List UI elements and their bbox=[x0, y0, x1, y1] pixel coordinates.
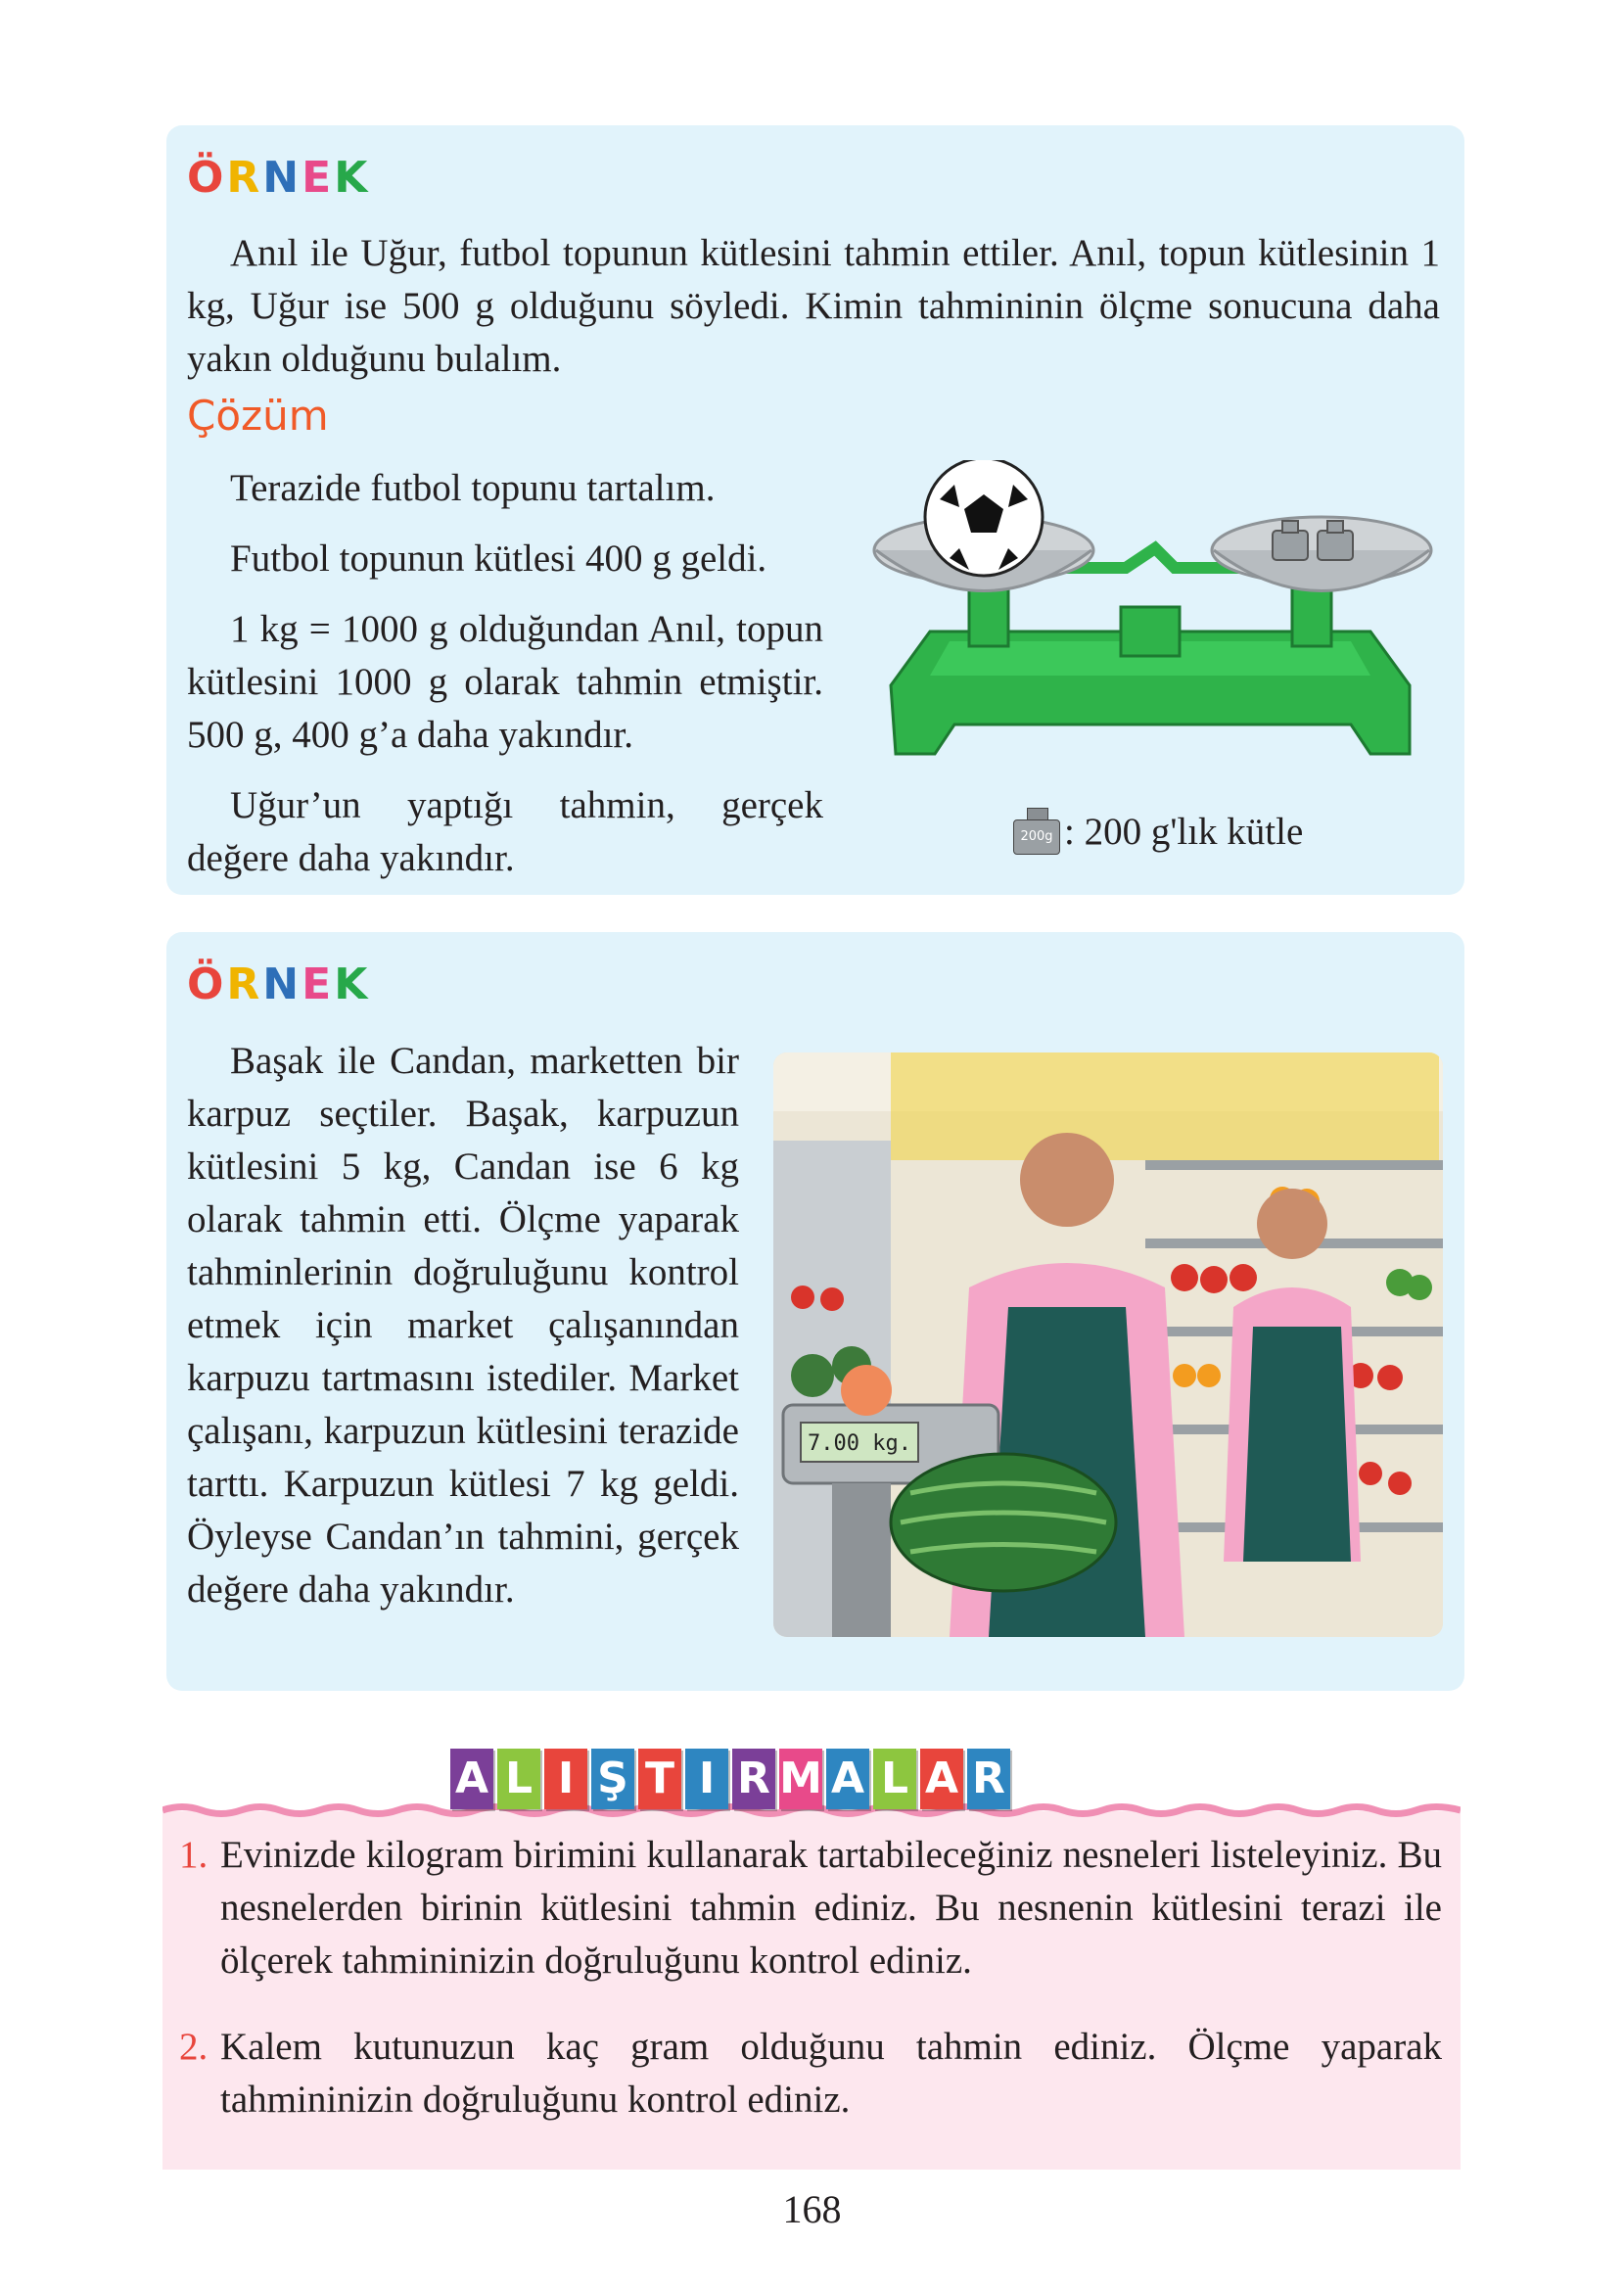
weight-icon: 200g bbox=[1013, 808, 1060, 855]
exercise-item-2 bbox=[179, 2021, 1442, 2127]
page-number: 168 bbox=[782, 2187, 842, 2231]
title-letter: E bbox=[302, 959, 335, 1009]
title-tile: I bbox=[544, 1749, 587, 1809]
title-letter: Ö bbox=[187, 959, 227, 1009]
weight-legend bbox=[1013, 805, 1303, 858]
exercise-number: 1. bbox=[179, 1834, 209, 1876]
solution-line-1: Terazide futbol topunu tartalım. bbox=[230, 467, 716, 509]
title-letter: Ö bbox=[187, 153, 227, 203]
title-tile: M bbox=[779, 1749, 822, 1809]
title-letter: R bbox=[226, 153, 263, 203]
example-2-text: Başak ile Candan, marketten bir karpuz seçtiler. Başak, karpuzun kütlesini 5 kg, Candan ise 6 kg olarak tahmin etti. Ölçme yaparak tahminlerinin doğruluğunu kontrol etmek için market çalışanından karpuzu tartmasını istediler. Market çalışanı, karpuzun kütlesini terazide tarttı. Karpuzun kütlesi 7 kg geldi. Öyleyse Candan’ın tahmini, gerçek değere daha yakındır. bbox=[187, 1040, 739, 1611]
football-icon bbox=[925, 460, 1043, 576]
title-letter: R bbox=[226, 959, 263, 1009]
exercise-text: Kalem kutunuzun kaç gram olduğunu tahmin ediniz. Ölçme yaparak tahmininizin doğruluğunu kontrol ediniz. bbox=[220, 2026, 1442, 2121]
title-tile: L bbox=[497, 1749, 540, 1809]
market-photo bbox=[773, 1052, 1443, 1637]
example-1-problem: Anıl ile Uğur, futbol topunun kütlesini tahmin ettiler. Anıl, topun kütlesinin 1 kg, Uğur ise 500 g olduğunu söyledi. Kimin tahmininin ölçme sonucuna daha yakın olduğunu bulalım. bbox=[187, 232, 1440, 380]
solution-line-2: Futbol topunun kütlesi 400 g geldi. bbox=[230, 538, 767, 580]
title-letter: N bbox=[262, 959, 302, 1009]
example-2-title bbox=[187, 959, 370, 1009]
title-tile: A bbox=[826, 1749, 869, 1809]
title-tile: Ş bbox=[591, 1749, 634, 1809]
title-tile: A bbox=[920, 1749, 963, 1809]
exercise-text: Evinizde kilogram birimini kullanarak tartabileceğiniz nesneleri listeleyiniz. Bu nesnelerden birinin kütlesini tahmin ediniz. Bu nesnenin kütlesini terazi ile ölçerek tahmininizin doğruluğunu kontrol ediniz. bbox=[220, 1834, 1442, 1982]
title-tile: I bbox=[685, 1749, 728, 1809]
solution-line-3: 1 kg = 1000 g olduğundan Anıl, topun kütlesini 1000 g olarak tahmin etmiştir. 500 g, 400 g’a daha yakındır. bbox=[187, 608, 823, 756]
exercise-number: 2. bbox=[179, 2026, 209, 2068]
solution-heading: Çözüm bbox=[187, 392, 329, 440]
title-letter: N bbox=[262, 153, 302, 203]
title-tile: T bbox=[638, 1749, 681, 1809]
title-letter: E bbox=[302, 153, 335, 203]
weight-legend-text: : 200 g'lık kütle bbox=[1064, 810, 1304, 853]
scale-display: 7.00 kg. bbox=[808, 1431, 911, 1456]
title-letter: K bbox=[334, 153, 371, 203]
balance-scale-illustration bbox=[861, 460, 1439, 813]
title-tile: L bbox=[873, 1749, 916, 1809]
example-1-title bbox=[187, 153, 370, 203]
title-letter: K bbox=[334, 959, 371, 1009]
solution-line-4: Uğur’un yaptığı tahmin, gerçek değere daha yakındır. bbox=[187, 784, 823, 879]
title-tile: R bbox=[732, 1749, 775, 1809]
title-tile: R bbox=[967, 1749, 1010, 1809]
market-scene bbox=[773, 1052, 1443, 1637]
exercise-item-1 bbox=[179, 1829, 1442, 1987]
title-tile: A bbox=[450, 1749, 493, 1809]
